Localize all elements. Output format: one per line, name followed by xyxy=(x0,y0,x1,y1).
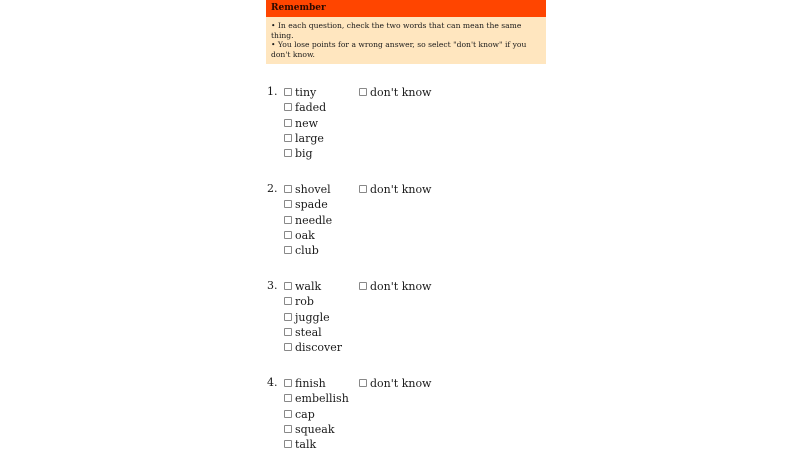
option-checkbox[interactable] xyxy=(284,294,314,309)
remember-body xyxy=(266,17,546,64)
option-checkbox[interactable] xyxy=(284,340,342,355)
option-checkbox[interactable] xyxy=(284,85,316,100)
option-label: shovel xyxy=(295,183,331,196)
checkbox-icon[interactable] xyxy=(284,379,292,387)
checkbox-icon[interactable] xyxy=(284,185,292,193)
checkbox-icon[interactable] xyxy=(359,379,367,387)
option-label: juggle xyxy=(295,310,330,324)
checkbox-icon[interactable] xyxy=(359,185,367,193)
checkbox-icon[interactable] xyxy=(359,282,367,290)
option-checkbox[interactable] xyxy=(284,100,326,115)
option-label: big xyxy=(295,147,313,161)
checkbox-icon[interactable] xyxy=(284,410,292,418)
checkbox-icon[interactable] xyxy=(284,440,292,448)
remember-title: Remember xyxy=(266,0,546,17)
dont-know-label: don't know xyxy=(370,280,432,293)
option-label: discover xyxy=(295,341,342,355)
option-checkbox[interactable] xyxy=(284,131,324,146)
dont-know-checkbox[interactable] xyxy=(359,279,431,294)
dont-know-checkbox[interactable] xyxy=(359,376,431,391)
option-label: cap xyxy=(295,407,315,421)
question-number: 3. xyxy=(267,279,278,292)
checkbox-icon[interactable] xyxy=(359,88,367,96)
checkbox-icon[interactable] xyxy=(284,425,292,433)
option-label: steal xyxy=(295,325,322,339)
option-checkbox[interactable] xyxy=(284,407,315,422)
option-label: needle xyxy=(295,213,333,227)
option-label: faded xyxy=(295,101,327,115)
option-label: tiny xyxy=(295,86,317,99)
option-checkbox[interactable] xyxy=(284,376,326,391)
option-label: talk xyxy=(295,438,317,452)
option-checkbox[interactable] xyxy=(284,213,332,228)
option-checkbox[interactable] xyxy=(284,197,328,212)
checkbox-icon[interactable] xyxy=(284,200,292,208)
option-label: club xyxy=(295,244,319,258)
dont-know-label: don't know xyxy=(370,183,432,196)
option-label: embellish xyxy=(295,392,349,406)
instruction-1: • In each question, check the two words that can mean the same thing. xyxy=(271,21,522,40)
dont-know-checkbox[interactable] xyxy=(359,182,431,197)
option-label: walk xyxy=(295,280,322,293)
option-label: finish xyxy=(295,377,326,390)
question-number: 1. xyxy=(267,85,278,98)
checkbox-icon[interactable] xyxy=(284,328,292,336)
option-label: large xyxy=(295,131,324,145)
option-checkbox[interactable] xyxy=(284,182,331,197)
option-checkbox[interactable] xyxy=(284,279,321,294)
option-label: oak xyxy=(295,228,315,242)
dont-know-label: don't know xyxy=(370,86,432,99)
question-number: 2. xyxy=(267,182,278,195)
question-number: 4. xyxy=(267,376,278,389)
checkbox-icon[interactable] xyxy=(284,119,292,127)
checkbox-icon[interactable] xyxy=(284,231,292,239)
option-checkbox[interactable] xyxy=(284,391,349,406)
checkbox-icon[interactable] xyxy=(284,313,292,321)
instruction-2: • You lose points for a wrong answer, so select "don't know" if you don't know. xyxy=(271,40,527,59)
option-label: new xyxy=(295,116,319,130)
option-checkbox[interactable] xyxy=(284,422,335,437)
dont-know-label: don't know xyxy=(370,377,432,390)
checkbox-icon[interactable] xyxy=(284,282,292,290)
checkbox-icon[interactable] xyxy=(284,297,292,305)
dont-know-checkbox[interactable] xyxy=(359,85,431,100)
option-checkbox[interactable] xyxy=(284,146,313,161)
option-checkbox[interactable] xyxy=(284,325,322,340)
checkbox-icon[interactable] xyxy=(284,216,292,224)
checkbox-icon[interactable] xyxy=(284,149,292,157)
checkbox-icon[interactable] xyxy=(284,88,292,96)
option-checkbox[interactable] xyxy=(284,228,315,243)
option-checkbox[interactable] xyxy=(284,243,319,258)
checkbox-icon[interactable] xyxy=(284,103,292,111)
checkbox-icon[interactable] xyxy=(284,343,292,351)
option-checkbox[interactable] xyxy=(284,310,330,325)
checkbox-icon[interactable] xyxy=(284,394,292,402)
option-label: squeak xyxy=(295,422,335,436)
option-label: rob xyxy=(295,295,314,309)
option-checkbox[interactable] xyxy=(284,116,318,131)
checkbox-icon[interactable] xyxy=(284,134,292,142)
checkbox-icon[interactable] xyxy=(284,246,292,254)
option-label: spade xyxy=(295,198,328,212)
remember-panel xyxy=(266,0,546,64)
